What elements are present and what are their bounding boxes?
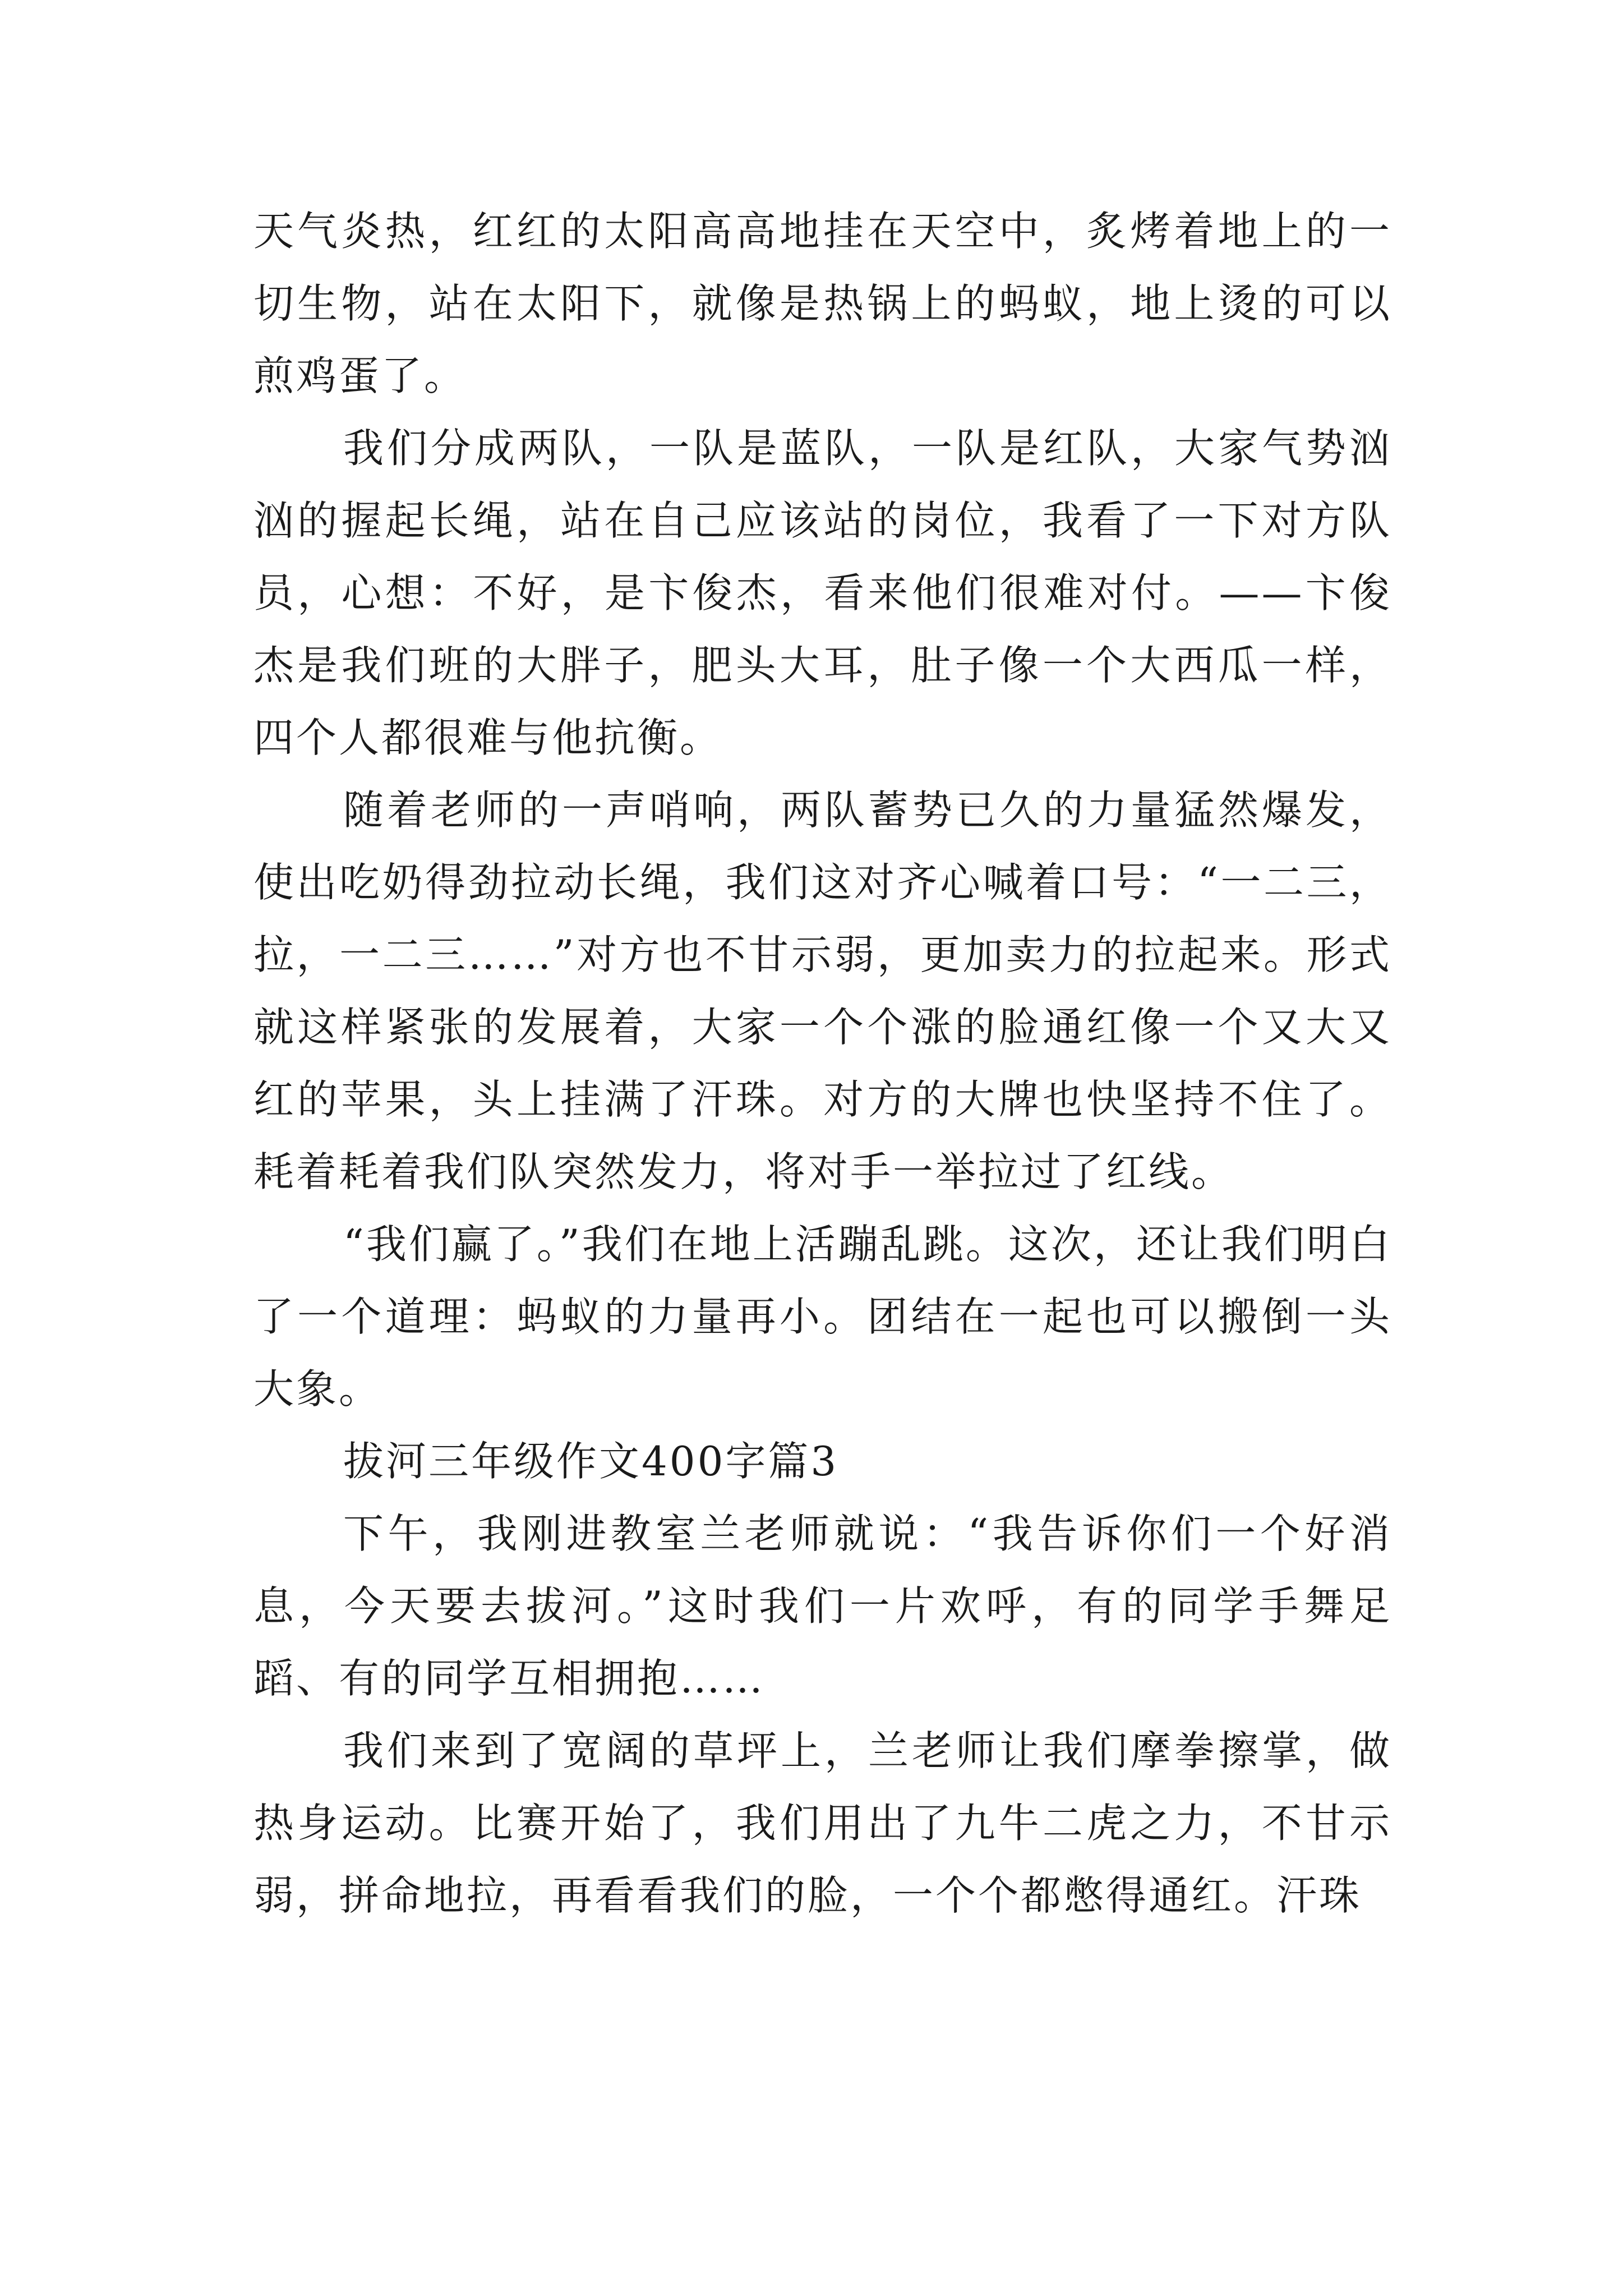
- paragraph-4: “我们赢了。”我们在地上活蹦乱跳。这次，还让我们明白了一个道理：蚂蚁的力量再小。团结在一起也可以搬倒一头大象。: [253, 1221, 1392, 1412]
- paragraph-5: 下午，我刚进教室兰老师就说：“我告诉你们一个好消息，今天要去拔河。”这时我们一片欢呼，有的同学手舞足蹈、有的同学互相拥抱……: [253, 1510, 1392, 1702]
- paragraph-1: 天气炎热，红红的太阳高高地挂在天空中，炙烤着地上的一切生物，站在太阳下，就像是热锅上的蚂蚁，地上烫的可以煎鸡蛋了。: [253, 208, 1392, 399]
- section-heading: 拔河三年级作文400字篇3: [343, 1438, 839, 1485]
- paragraph-3: 随着老师的一声哨响，两队蓄势已久的力量猛然爆发，使出吃奶得劲拉动长绳，我们这对齐心喊着口号：“一二三，拉，一二三……”对方也不甘示弱，更加卖力的拉起来。形式就这样紧张的发展着，大家一个个涨的脸通红像一个又大又红的苹果，头上挂满了汗珠。对方的大牌也快坚持不住了。耗着耗着我们队突然发力，将对手一举拉过了红线。: [253, 786, 1392, 1195]
- paragraph-6: 我们来到了宽阔的草坪上，兰老师让我们摩拳擦掌，做热身运动。比赛开始了，我们用出了九牛二虎之力，不甘示弱，拼命地拉，再看看我们的脸，一个个都憋得通红。汗珠: [253, 1727, 1392, 1919]
- paragraph-2: 我们分成两队，一队是蓝队，一队是红队，大家气势汹汹的握起长绳，站在自己应该站的岗位，我看了一下对方队员，心想：不好，是卞俊杰，看来他们很难对付。——卞俊杰是我们班的大胖子，肥头大耳，肚子像一个大西瓜一样，四个人都很难与他抗衡。: [253, 425, 1392, 761]
- document-body: [253, 195, 1392, 1932]
